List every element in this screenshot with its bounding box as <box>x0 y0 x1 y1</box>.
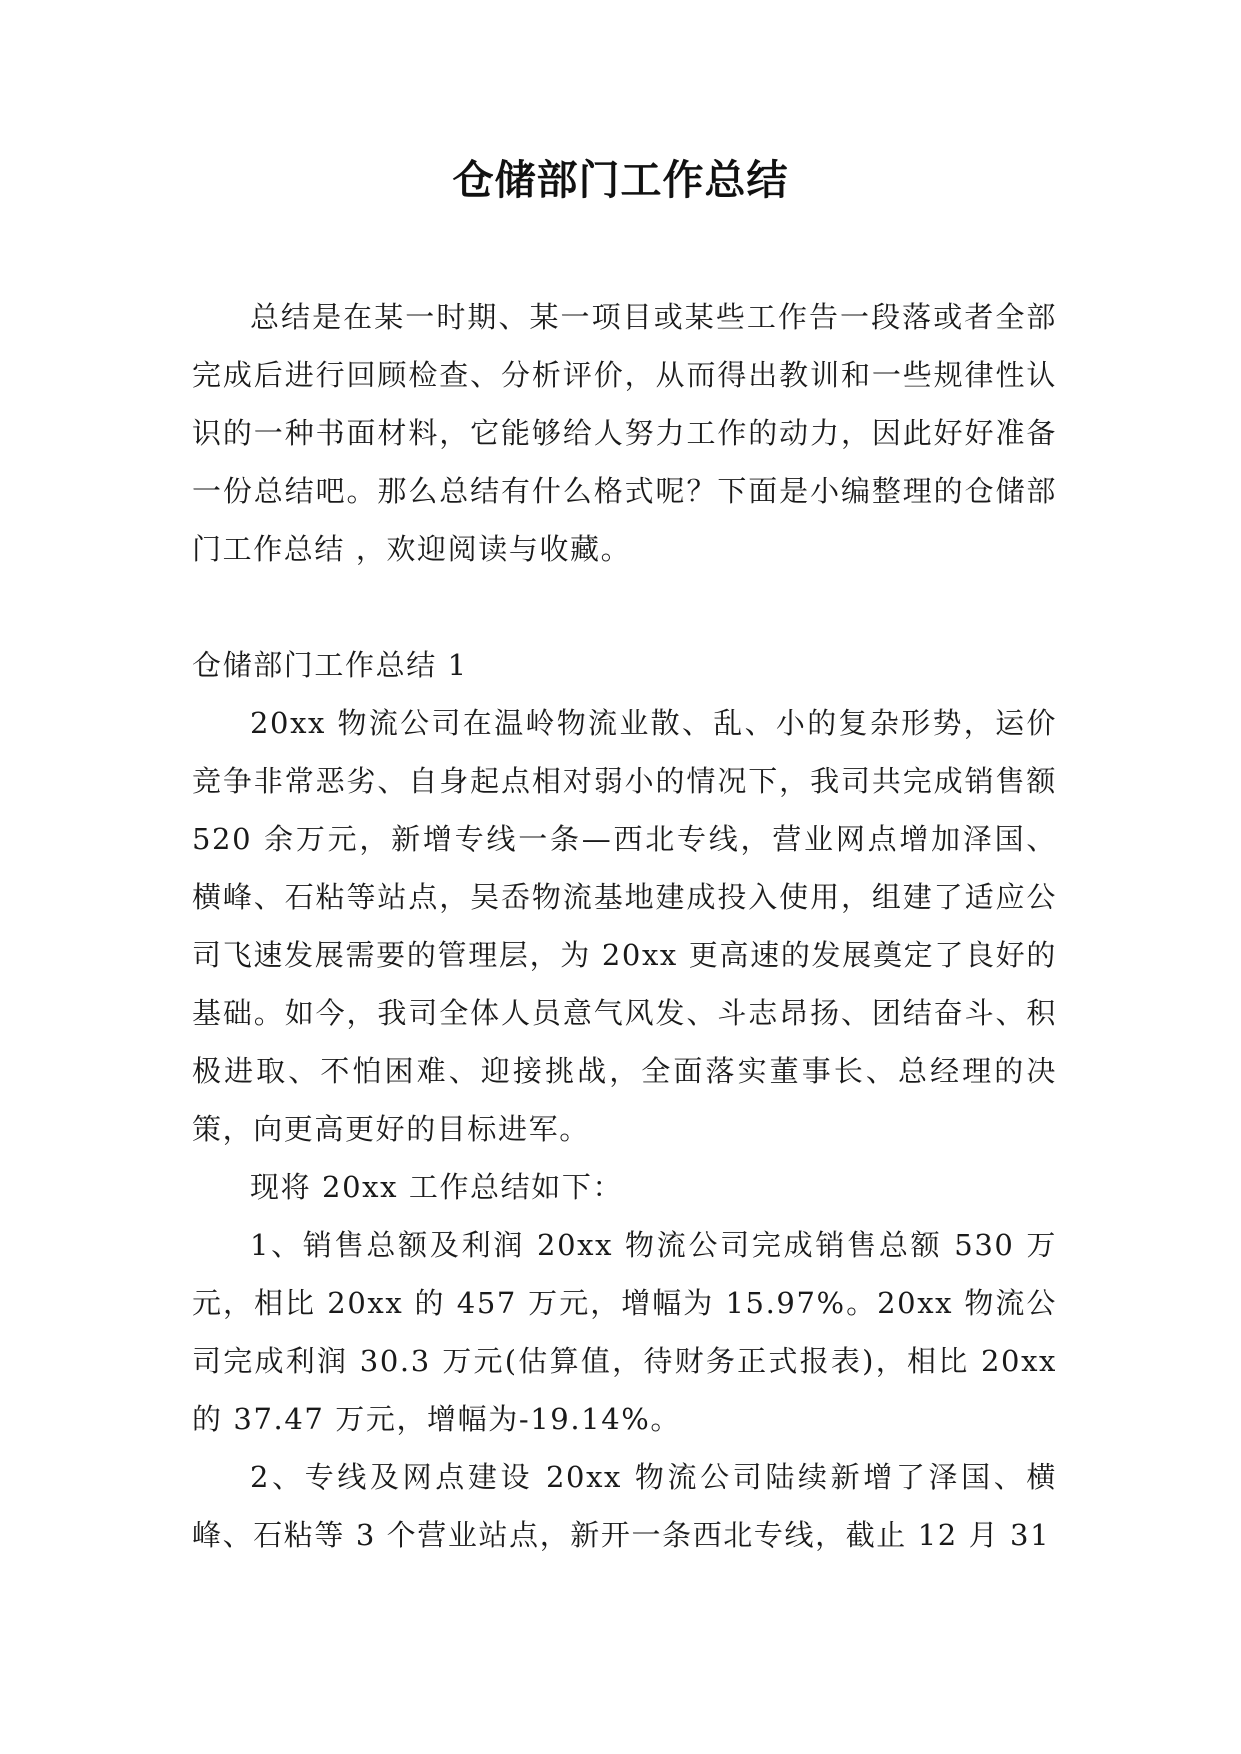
body-paragraph-2: 现将 20xx 工作总结如下： <box>250 1170 624 1204</box>
section-heading: 仓储部门工作总结 1 <box>192 648 468 682</box>
intro-paragraph: 总结是在某一时期、某一项目或某些工作告一段落或者全部完成后进行回顾检查、分析评价，从而得出教训和一些规律性认识的一种书面材料，它能够给人努力工作的动力，因此好好准备一份总结吧。那么总结有什么格式呢？下面是小编整理的仓储部门工作总结 ，欢迎阅读与收藏。 <box>192 300 1057 566</box>
document-title: 仓储部门工作总结 <box>452 156 789 204</box>
body-paragraph-4: 2、专线及网点建设 20xx 物流公司陆续新增了泽国、横峰、石粘等 3 个营业站点，新开一条西北专线，截止 12 月 31 <box>192 1460 1057 1552</box>
body-paragraph-1: 20xx 物流公司在温岭物流业散、乱、小的复杂形势，运价竞争非常恶劣、自身起点相对弱小的情况下，我司共完成销售额 520 余万元，新增专线一条—西北专线，营业网点增加泽国、横峰、石粘等站点，吴岙物流基地建成投入使用，组建了适应公司飞速发展需要的管理层，为 20xx 更高速的发展奠定了良好的基础。如今，我司全体人员意气风发、斗志昂扬、团结奋斗、积极进取、不怕困难、迎接挑战，全面落实董事长、总经理的决策，向更高更好的目标进军。 <box>192 706 1057 1146</box>
document-body <box>192 288 1057 1564</box>
body-paragraph-3: 1、销售总额及利润 20xx 物流公司完成销售总额 530 万元，相比 20xx 的 457 万元，增幅为 15.97%。20xx 物流公司完成利润 30.3 万元(估算值，待财务正式报表)，相比 20xx 的 37.47 万元，增幅为-19.14%。 <box>192 1228 1057 1436</box>
